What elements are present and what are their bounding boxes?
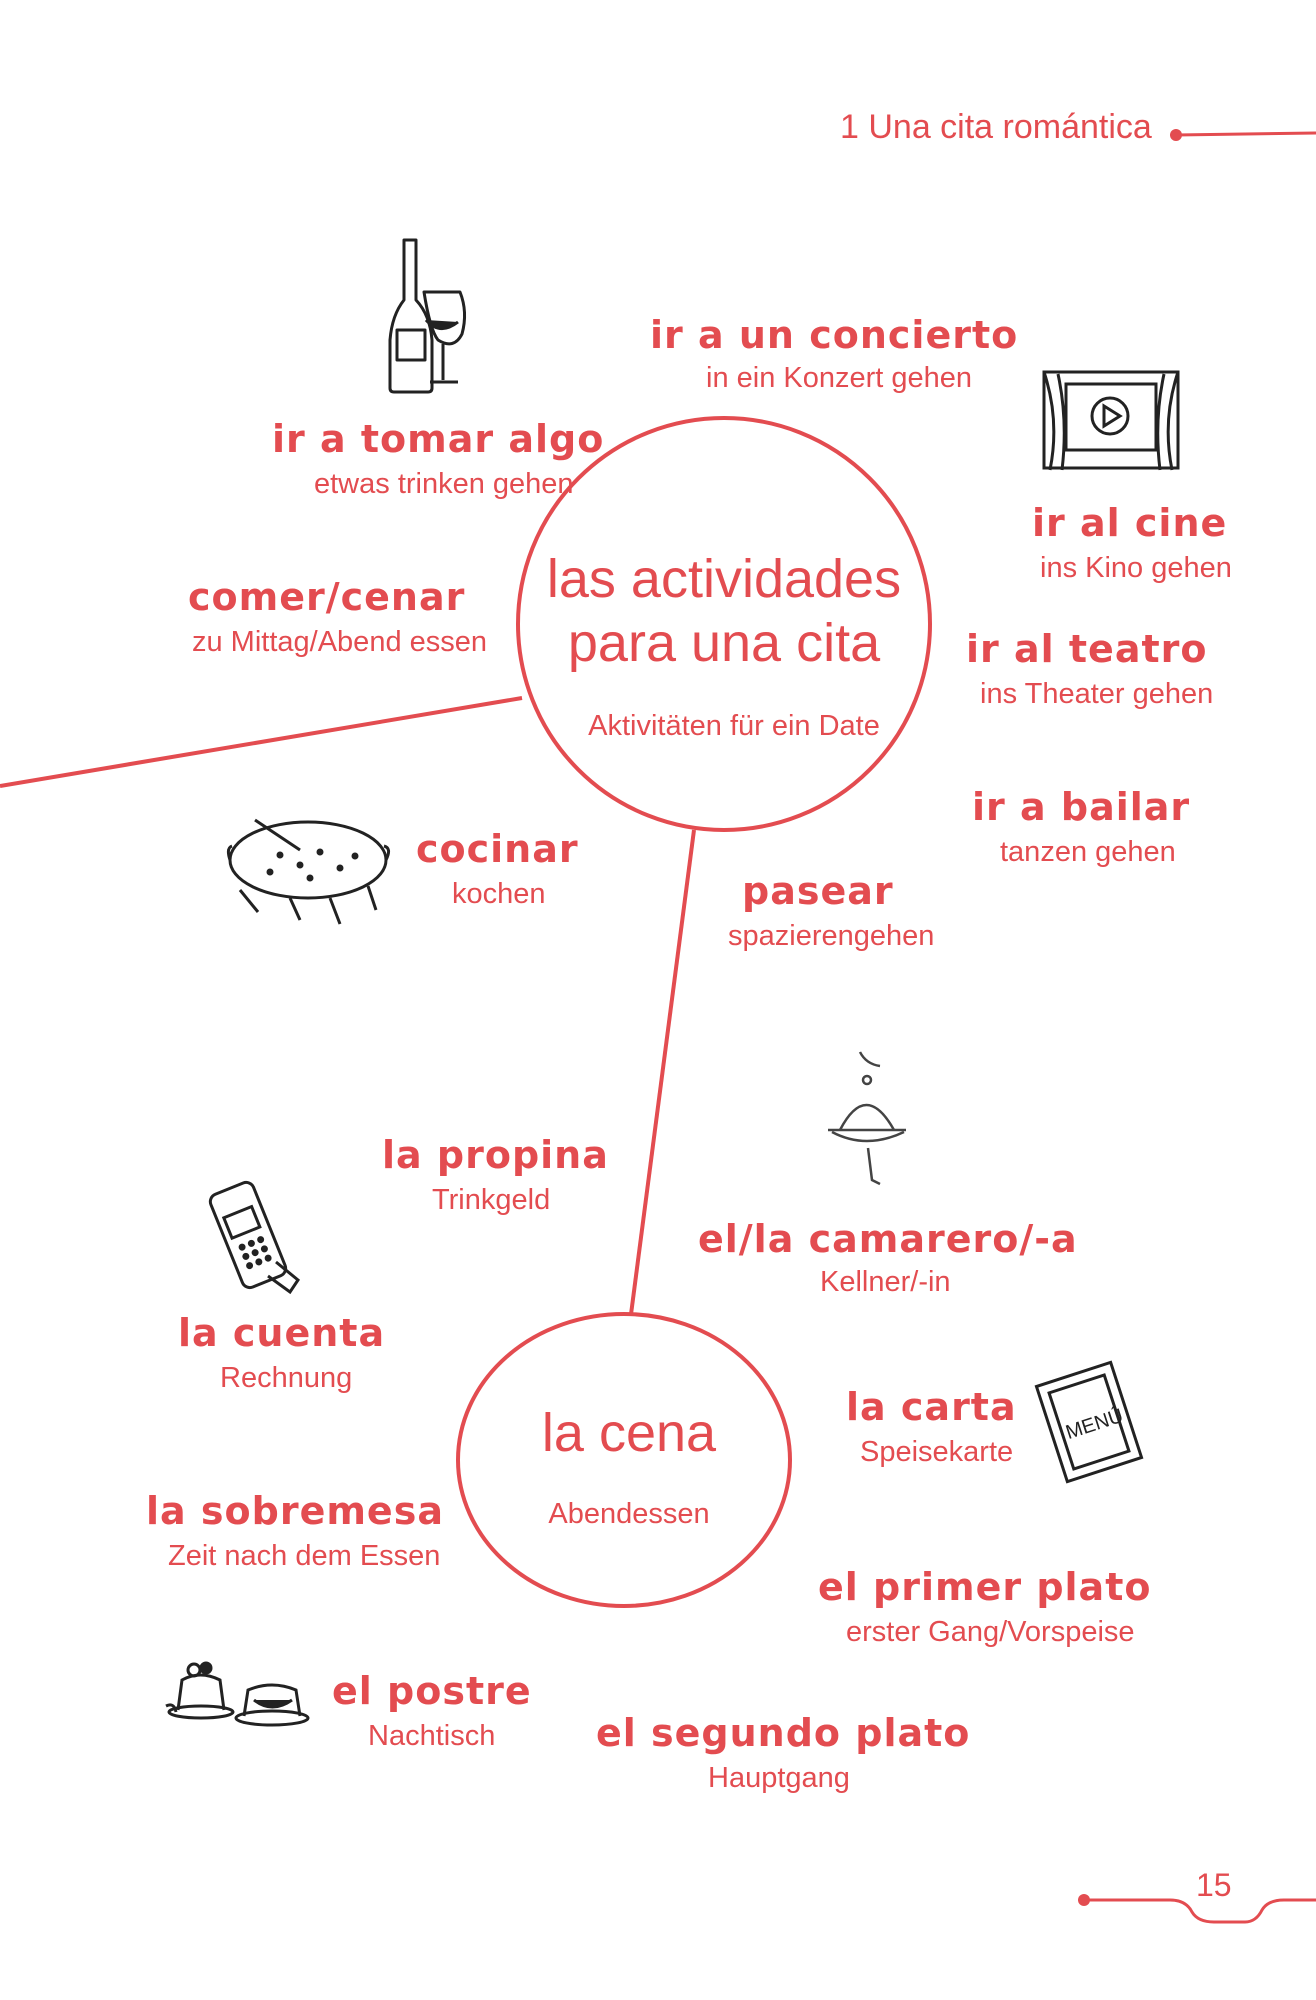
translation-ir-a-tomar-algo: etwas trinken gehen xyxy=(314,468,574,500)
paella-pan-icon xyxy=(228,820,388,924)
term-comer-cenar: comer/cenar xyxy=(188,575,466,619)
translation-el-segundo-plato: Hauptgang xyxy=(708,1762,850,1794)
header-rule xyxy=(1170,129,1316,141)
chapter-header: 1 Una cita romántica xyxy=(840,108,1152,146)
translation-el-postre: Nachtisch xyxy=(368,1720,496,1752)
term-ir-al-cine: ir al cine xyxy=(1032,501,1228,545)
term-ir-a-tomar-algo: ir a tomar algo xyxy=(272,417,605,461)
translation-la-carta: Speisekarte xyxy=(860,1436,1014,1468)
translation-ir-a-bailar: tanzen gehen xyxy=(1000,836,1176,868)
term-ir-a-bailar: ir a bailar xyxy=(972,785,1191,829)
main-bubble-title-line2: para una cita xyxy=(567,613,881,673)
term-la-carta: la carta xyxy=(846,1385,1017,1429)
waiter-cloche-icon xyxy=(828,1052,906,1184)
term-la-propina: la propina xyxy=(382,1133,609,1177)
translation-ir-al-cine: ins Kino gehen xyxy=(1040,552,1232,584)
translation-el-la-camarero-a: Kellner/-in xyxy=(820,1266,951,1298)
connector-left xyxy=(0,698,522,786)
translation-el-primer-plato: erster Gang/Vorspeise xyxy=(846,1616,1135,1648)
card-terminal-icon xyxy=(208,1180,298,1292)
connector-down xyxy=(630,830,694,1322)
dessert-flan-icon xyxy=(166,1663,308,1725)
translation-la-propina: Trinkgeld xyxy=(432,1184,551,1216)
term-pasear: pasear xyxy=(742,869,894,913)
translation-ir-a-un-concierto: in ein Konzert gehen xyxy=(706,362,973,394)
wine-bottle-glass-icon xyxy=(390,240,465,392)
term-el-primer-plato: el primer plato xyxy=(818,1565,1152,1609)
menu-card-icon xyxy=(1036,1362,1141,1481)
translation-la-sobremesa: Zeit nach dem Essen xyxy=(168,1540,441,1572)
term-la-sobremesa: la sobremesa xyxy=(146,1489,444,1533)
term-ir-a-un-concierto: ir a un concierto xyxy=(650,313,1019,357)
dinner-bubble-subtitle: Abendessen xyxy=(548,1498,710,1530)
dinner-bubble-title: la cena xyxy=(541,1403,717,1463)
translation-comer-cenar: zu Mittag/Abend essen xyxy=(192,626,488,658)
main-bubble-subtitle: Aktivitäten für ein Date xyxy=(588,710,880,742)
translation-cocinar: kochen xyxy=(452,878,546,910)
translation-ir-al-teatro: ins Theater gehen xyxy=(980,678,1214,710)
term-la-cuenta: la cuenta xyxy=(178,1311,386,1355)
term-el-segundo-plato: el segundo plato xyxy=(596,1711,971,1755)
term-ir-al-teatro: ir al teatro xyxy=(966,627,1208,671)
page-number: 15 xyxy=(1196,1867,1232,1903)
translation-la-cuenta: Rechnung xyxy=(220,1362,353,1394)
term-el-la-camarero-a: el/la camarero/-a xyxy=(698,1217,1078,1261)
translation-pasear: spazierengehen xyxy=(728,920,935,952)
menu-label: MENÚ xyxy=(1063,1404,1126,1444)
term-el-postre: el postre xyxy=(332,1669,532,1713)
main-bubble-title-line1: las actividades xyxy=(546,549,902,609)
cinema-screen-icon xyxy=(1044,372,1178,470)
term-cocinar: cocinar xyxy=(416,827,579,871)
